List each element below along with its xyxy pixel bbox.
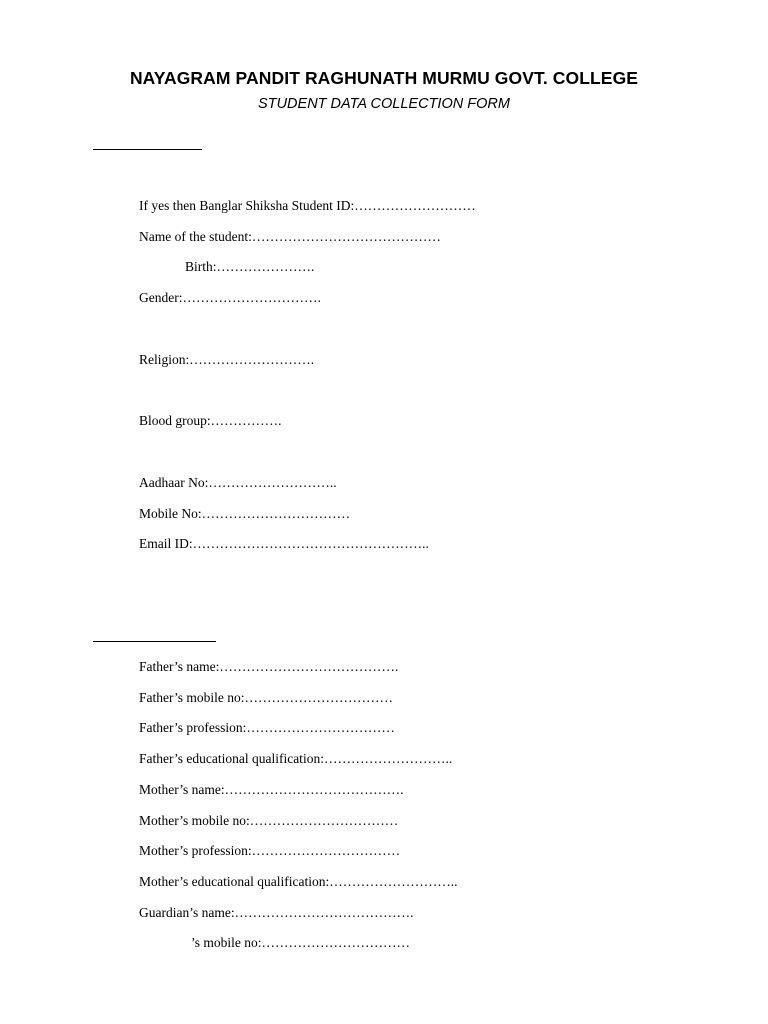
- field-aadhaar[interactable]: Aadhaar No:………………………..: [139, 475, 337, 490]
- field-banglar-shiksha-id[interactable]: If yes then Banglar Shiksha Student ID:………………………: [139, 198, 476, 213]
- field-blood-group[interactable]: Blood group:…………….: [139, 413, 282, 428]
- field-mother-mobile[interactable]: Mother’s mobile no:……………………………: [139, 813, 399, 828]
- field-father-education[interactable]: Father’s educational qualification:………………………..: [139, 751, 453, 766]
- field-guardian-mobile[interactable]: ’s mobile no:……………………………: [191, 935, 410, 950]
- field-student-name[interactable]: Name of the student:……………………………………: [139, 229, 441, 244]
- college-name: NAYAGRAM PANDIT RAGHUNATH MURMU GOVT. COLLEGE: [129, 68, 639, 88]
- section-divider-student: [93, 149, 202, 150]
- field-mother-name[interactable]: Mother’s name:………………………………….: [139, 782, 404, 797]
- field-email[interactable]: Email ID:……………………………………………..: [139, 536, 429, 551]
- form-title: STUDENT DATA COLLECTION FORM: [258, 96, 510, 112]
- section-divider-family: [93, 641, 216, 642]
- field-father-mobile[interactable]: Father’s mobile no:……………………………: [139, 690, 393, 705]
- field-religion[interactable]: Religion:……………………….: [139, 352, 315, 367]
- field-gender[interactable]: Gender:………………………….: [139, 290, 321, 305]
- field-mother-education[interactable]: Mother’s educational qualification:………………………..: [139, 874, 458, 889]
- field-father-name[interactable]: Father’s name:………………………………….: [139, 659, 399, 674]
- field-mother-profession[interactable]: Mother’s profession:……………………………: [139, 843, 401, 858]
- field-mobile[interactable]: Mobile No:……………………………: [139, 506, 351, 521]
- field-birth[interactable]: Birth:………………….: [185, 259, 315, 274]
- field-guardian-name[interactable]: Guardian’s name:………………………………….: [139, 905, 414, 920]
- field-father-profession[interactable]: Father’s profession:……………………………: [139, 720, 395, 735]
